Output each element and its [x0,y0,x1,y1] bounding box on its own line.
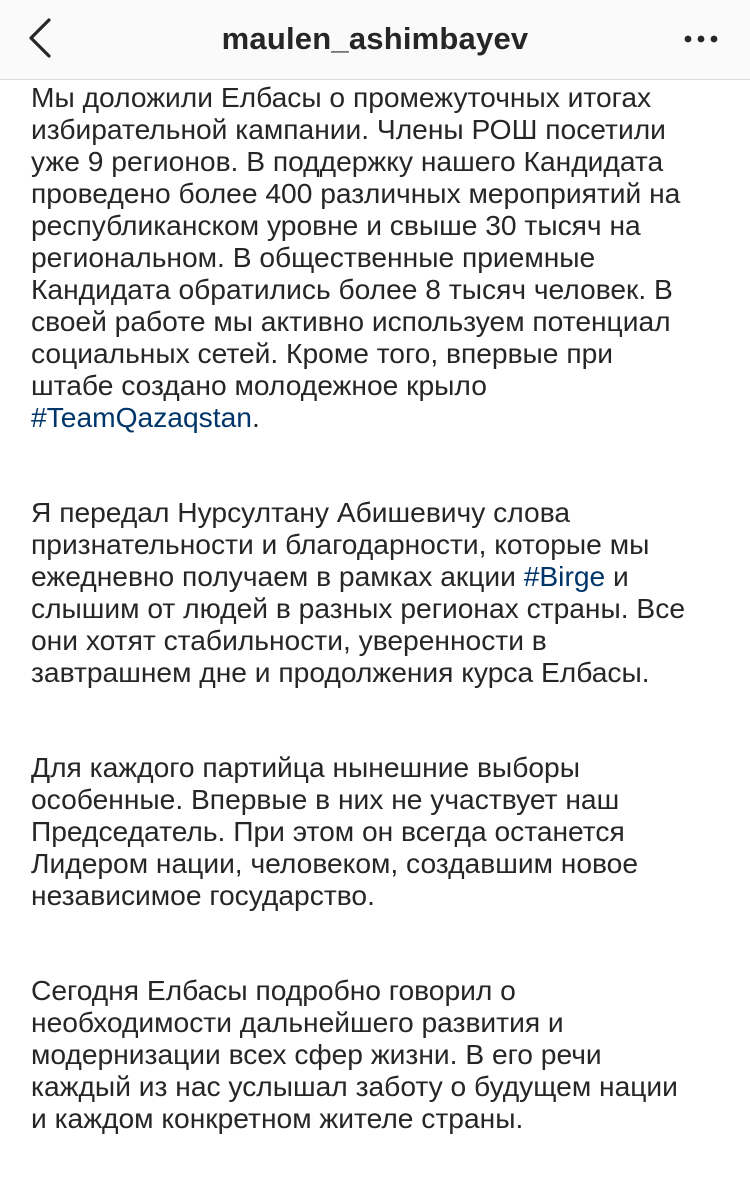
caption-text: . [251,401,260,433]
page-title[interactable]: maulen_ashimbayev [221,21,529,56]
post-caption [31,81,731,1197]
caption-line: Для каждого партийца нынешние выборы [31,751,580,783]
caption-line: признательности и благодарности, которые мы [31,528,650,560]
hashtag-teamqazaqstan-link[interactable]: #TeamQazaqstan [31,401,252,433]
caption-line: они хотят стабильности, уверенности в [31,624,547,656]
caption-line: каждый из нас услышал заботу о будущем нации [31,1070,678,1102]
caption-line: необходимости дальнейшего развития и [31,1006,564,1038]
caption-line: Лидером нации, человеком, создавшим новое [31,847,639,879]
caption-line: своей работе мы активно используем потенциал [31,305,671,337]
caption-paragraph-4 [31,974,731,1134]
caption-line: избирательной кампании. Члены РОШ посетили [31,113,666,145]
caption-line: Я передал Нурсултану Абишевичу слова [31,496,571,528]
caption-line: проведено более 400 различных мероприятий на [31,177,681,209]
hashtag-birge-link[interactable]: #Birge [523,560,606,592]
caption-text: и [605,560,629,592]
caption-line: модернизации всех сфер жизни. В его речи [31,1038,602,1070]
caption-paragraph-2 [31,496,731,688]
caption-line: слышим от людей в разных регионах страны. Все [31,592,685,624]
caption-text: ежедневно получаем в рамках акции [31,560,524,592]
caption-line: республиканском уровне и свыше 30 тысяч на [31,209,641,241]
top-navigation-bar [0,0,750,80]
caption-line: Мы доложили Елбасы о промежуточных итогах [31,81,652,113]
caption-line [31,560,731,592]
caption-line [31,401,731,433]
caption-line: особенные. Впервые в них не участвует наш [31,783,620,815]
caption-paragraph-1 [31,81,731,433]
caption-line: Председатель. При этом он всегда останется [31,815,625,847]
caption-line: штабе создано молодежное крыло [31,369,487,401]
more-horizontal-icon [684,34,718,44]
caption-line: уже 9 регионов. В поддержку нашего Кандидата [31,145,664,177]
caption-paragraph-3 [31,751,731,911]
caption-line: завтрашнем дне и продолжения курса Елбасы. [31,656,650,688]
more-options-button[interactable] [678,22,724,56]
caption-line: региональном. В общественные приемные [31,241,596,273]
caption-line: и каждом конкретном жителе страны. [31,1102,524,1134]
caption-line: социальных сетей. Кроме того, впервые при [31,337,613,369]
caption-line: Кандидата обратились более 8 тысяч человек. В [31,273,673,305]
caption-line: Сегодня Елбасы подробно говорил о [31,974,516,1006]
caption-line: независимое государство. [31,879,375,911]
